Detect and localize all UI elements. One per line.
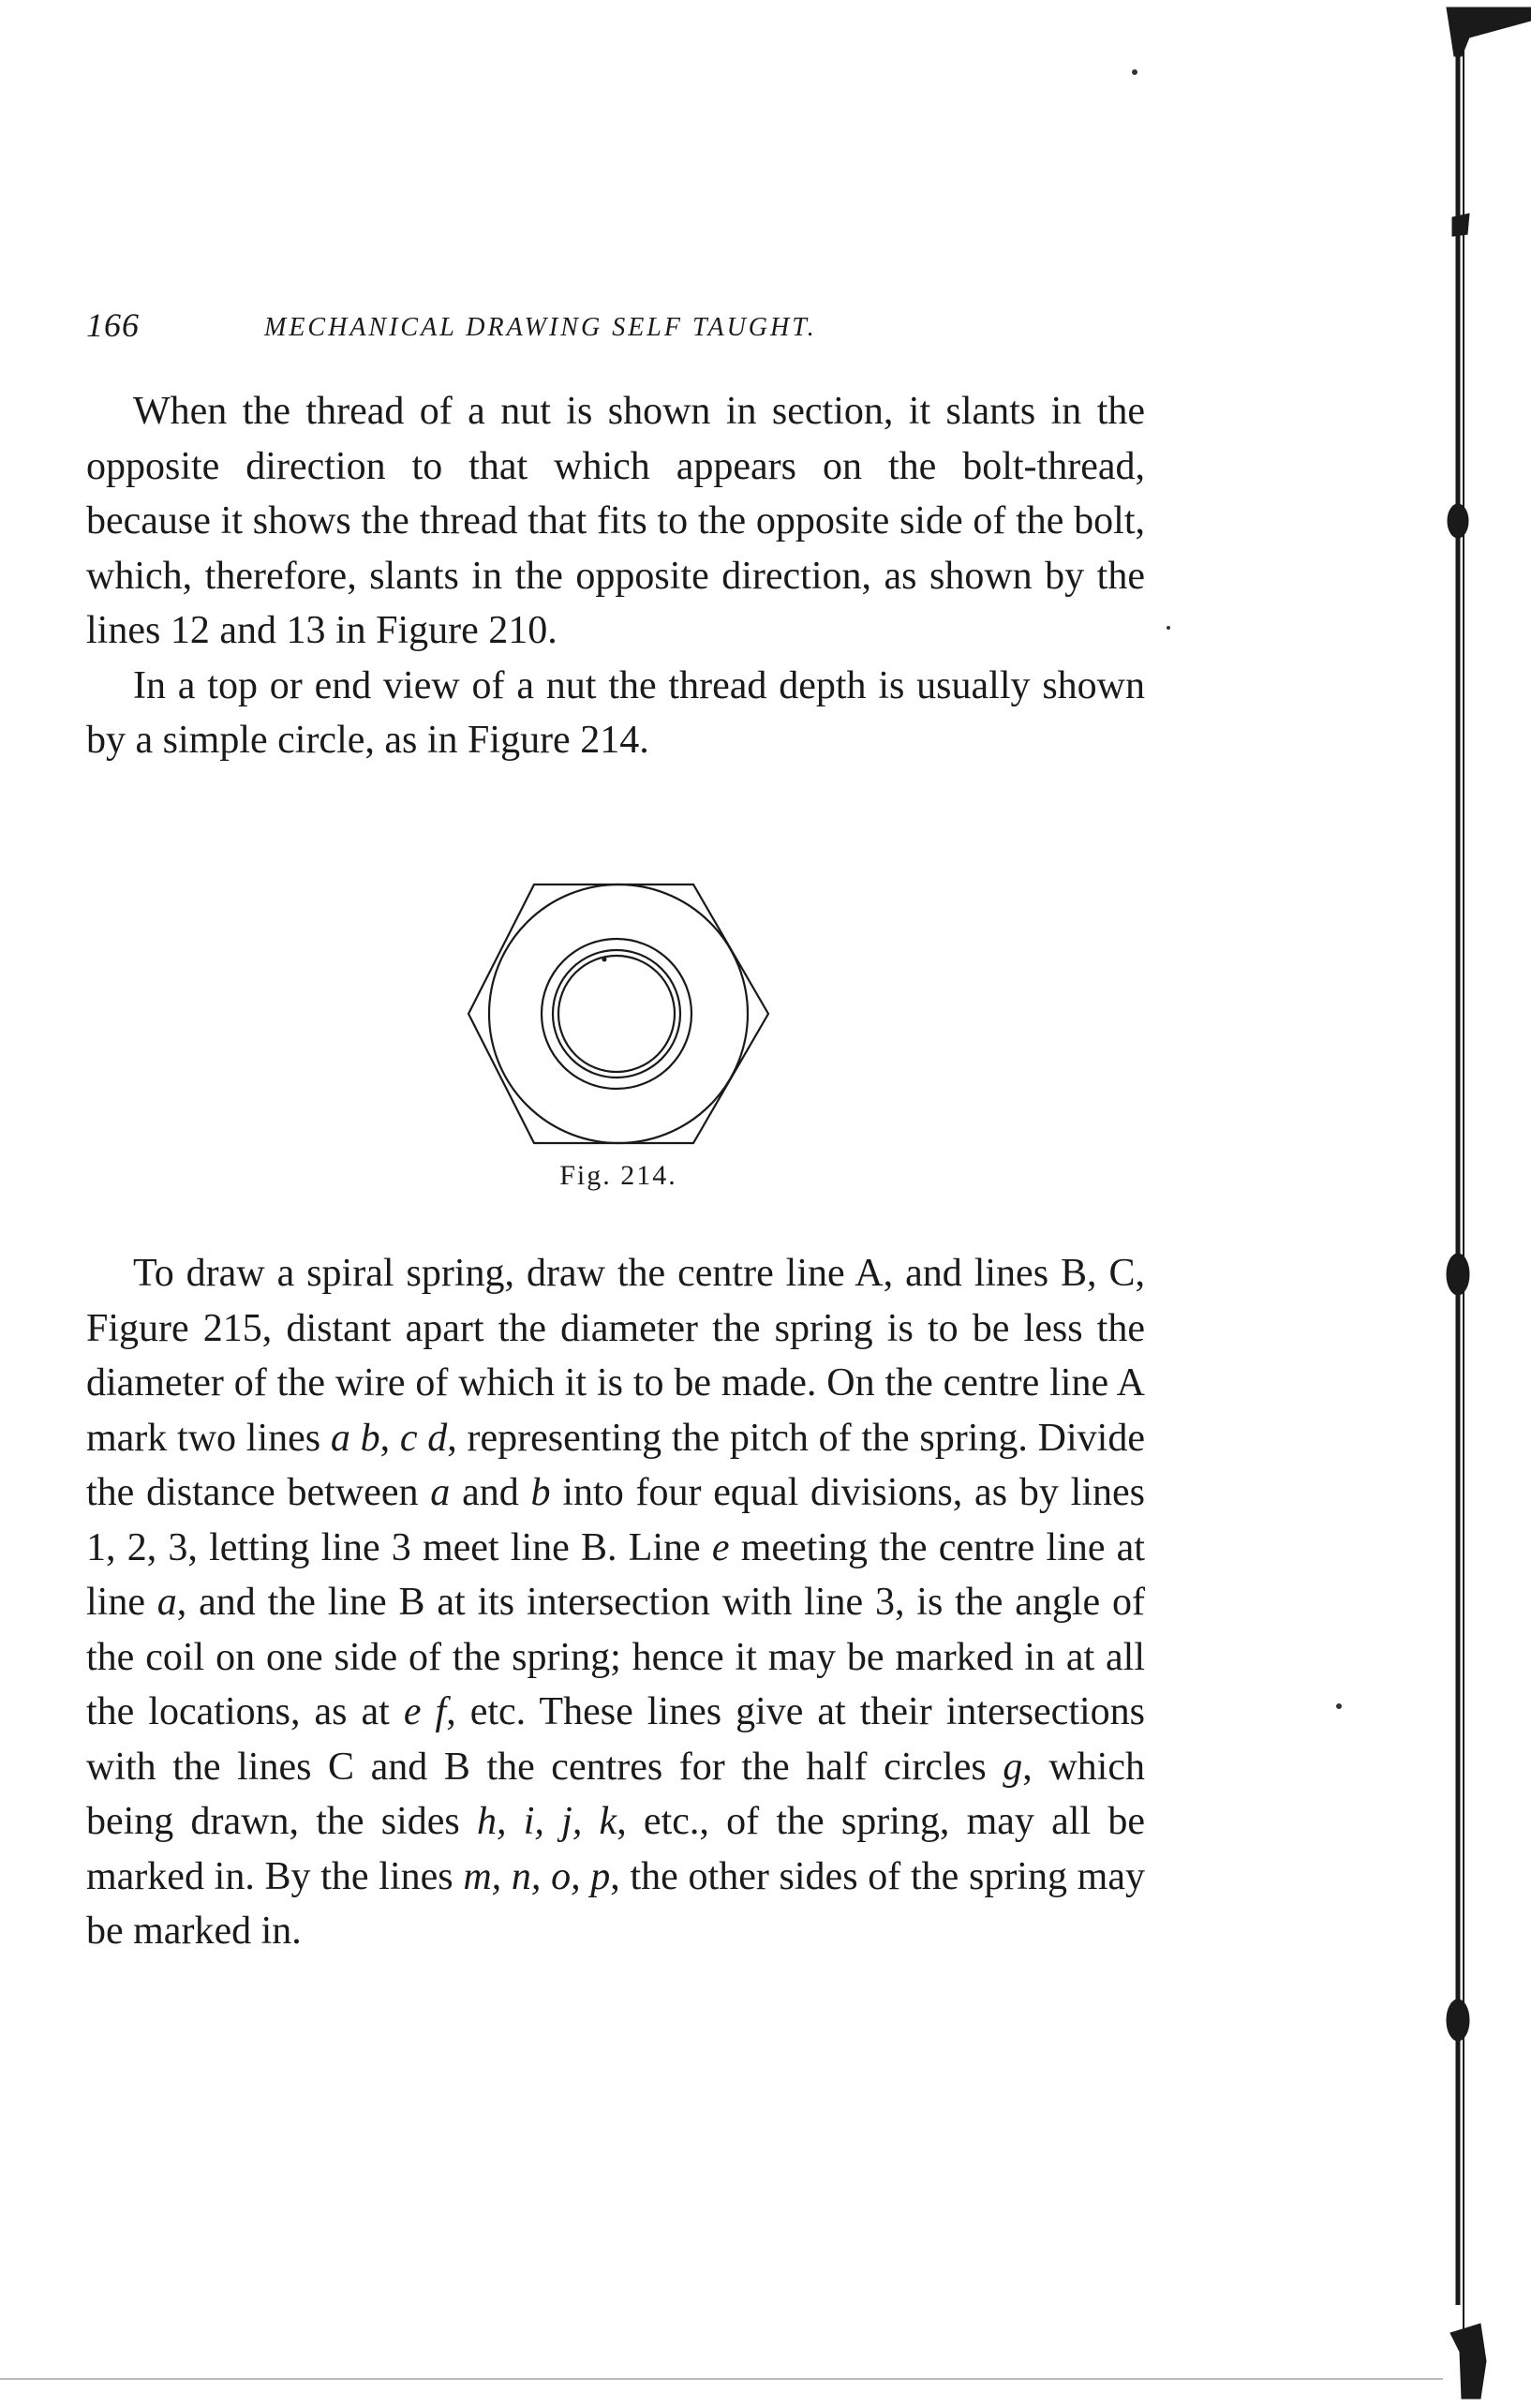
nut-outer-circle [489,884,748,1143]
spring-text-3: and [450,1471,531,1514]
paragraph-nut-top-view: In a top or end view of a nut the thread depth is usually shown by a simple circle, as in Figure 214. [86,663,1145,762]
text-block-nut-thread [86,384,1145,768]
figure-214 [459,873,778,1154]
paragraph-nut-section: When the thread of a nut is shown in section, it slants in the opposite direction to that which appears on the bolt-thread, because it shows the thread that fits to the opposite side of the bolt, which, therefore, slants in the opposite direction, as shown by the lines 12 and 13 in Figure 210. [86,390,1145,652]
spring-text-1: To draw a spiral spring, draw the centre line A, and lines B, C, Figure 215, distant apart the diameter the spring is to be less the diameter of the wire of which it is to be made. On the centre line A mark two lines [86,1252,1145,1460]
nut-bore-circle [558,956,675,1072]
nut-hexagon-outline [468,884,768,1143]
binding-edge [1443,0,1531,2408]
spring-text-4: into four equal divisions, as by lines 1, 2, 3, letting line 3 meet line B. Line [86,1471,1145,1569]
spring-text-9: , etc., of the spring, may all be marked in. By the lines [86,1800,1146,1898]
spring-text-2: , representing the pitch of the spring. Divide the distance between [86,1416,1145,1514]
scan-speck [1336,1703,1342,1709]
label-g: g [1003,1745,1023,1789]
scan-speck [1167,626,1170,630]
label-b: b [530,1471,551,1514]
page-bottom-edge [0,2378,1443,2380]
spring-text-8: , which being drawn, the sides [86,1745,1145,1843]
label-cd: c d [399,1416,448,1460]
label-a: a [430,1471,451,1514]
thread-inner-circle [553,950,680,1078]
thread-outer-circle [542,939,691,1089]
hexagon-nut-icon [459,873,778,1154]
page-header [86,305,1154,352]
paragraph-spiral-spring [86,1246,1145,1959]
spring-text-6: , and the line B at its intersection with line 3, is the angle of the coil on one side of the spring; hence it may be marked in at all the locations, as at [86,1581,1145,1733]
text-block-spiral-spring [86,1246,1145,1959]
spring-text-10: , the other sides of the spring may be marked in. [86,1854,1145,1953]
spring-text-7: , etc. These lines give at their intersections with the lines C and B the centres for the half circles [86,1690,1146,1789]
spring-sep-1: , [379,1416,400,1460]
scan-speck [1132,69,1137,75]
spring-text-5: meeting the centre line at line [86,1525,1145,1624]
label-mnop: m, n, o, p [463,1854,611,1898]
page-number: 166 [86,306,140,344]
label-ab: a b [330,1416,380,1460]
label-e: e [711,1525,730,1569]
label-a-second: a [156,1581,177,1624]
label-ef: e f [403,1690,447,1733]
label-hijk: h, i, j, k [477,1800,617,1843]
figure-caption: Fig. 214. [559,1160,677,1191]
running-head: MECHANICAL DRAWING SELF TAUGHT. [264,313,817,342]
